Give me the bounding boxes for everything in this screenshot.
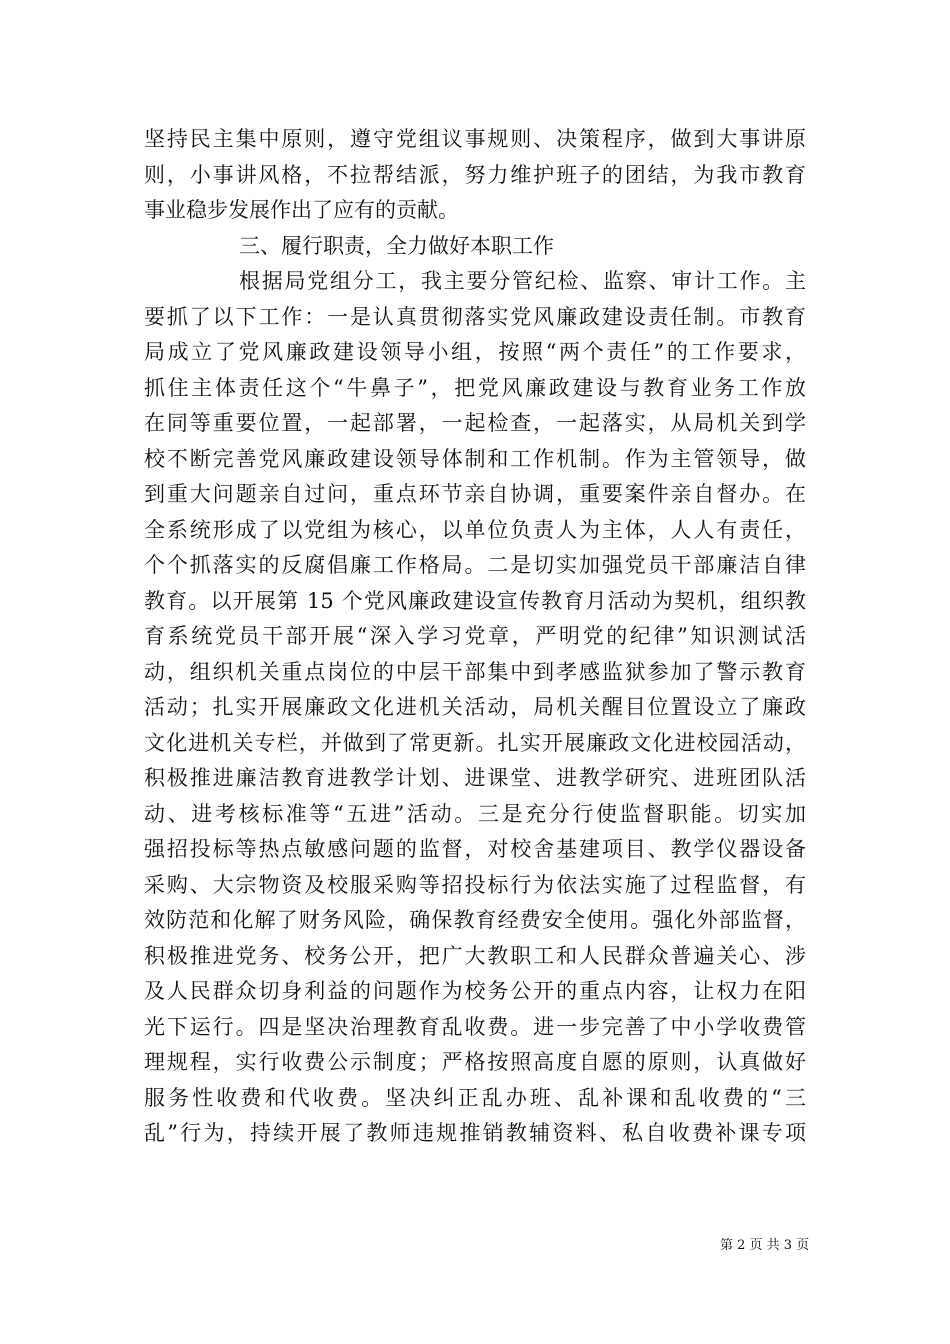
paragraph-line: 局成立了党风廉政建设领导小组，按照“两个责任”的工作要求， xyxy=(144,340,806,364)
paragraph-line: 到重大问题亲自过问，重点环节亲自协调，重要案件亲自督办。在 xyxy=(144,482,806,506)
page-number-footer: 第 2 页 共 3 页 xyxy=(720,1238,810,1253)
paragraph-line: 则，小事讲风格，不拉帮结派，努力维护班子的团结，为我市教育 xyxy=(144,162,806,187)
paragraph-line: 动，组织机关重点岗位的中层干部集中到孝感监狱参加了警示教育 xyxy=(144,659,806,684)
paragraph-line: 要抓了以下工作：一是认真贯彻落实党风廉政建设责任制。市教育 xyxy=(144,304,806,329)
paragraph-line: 事业稳步发展作出了应有的贡献。 xyxy=(144,198,459,222)
paragraph-line: 教育。以开展第 15 个党风廉政建设宣传教育月活动为契机，组织教 xyxy=(144,588,806,613)
paragraph-line: 积极推进党务、校务公开，把广大教职工和人民群众普遍关心、涉 xyxy=(144,943,806,968)
paragraph-line: 文化进机关专栏，并做到了常更新。扎实开展廉政文化进校园活动， xyxy=(144,730,806,755)
paragraph-line: 校不断完善党风廉政建设领导体制和工作机制。作为主管领导，做 xyxy=(144,446,806,471)
paragraph-line: 抓住主体责任这个“牛鼻子”，把党风廉政建设与教育业务工作放 xyxy=(144,375,806,400)
paragraph-line: 育系统党员干部开展“深入学习党章，严明党的纪律”知识测试活 xyxy=(144,624,806,648)
paragraph-line: 效防范和化解了财务风险，确保教育经费安全使用。强化外部监督， xyxy=(144,908,806,932)
paragraph-line: 光下运行。四是坚决治理教育乱收费。进一步完善了中小学收费管 xyxy=(144,1014,806,1039)
paragraph-line: 积极推进廉洁教育进教学计划、进课堂、进教学研究、进班团队活 xyxy=(144,766,806,790)
section-heading: 三、履行职责，全力做好本职工作 xyxy=(239,233,554,258)
paragraph-line: 动、进考核标准等“五进”活动。三是充分行使监督职能。切实加 xyxy=(144,801,806,826)
paragraph-line: 坚持民主集中原则，遵守党组议事规则、决策程序，做到大事讲原 xyxy=(144,127,806,151)
paragraph-line: 全系统形成了以党组为核心，以单位负责人为主体，人人有责任， xyxy=(144,517,806,542)
paragraph-line: 理规程，实行收费公示制度；严格按照高度自愿的原则，认真做好 xyxy=(144,1050,806,1074)
paragraph-line: 强招投标等热点敏感问题的监督，对校舍基建项目、教学仪器设备 xyxy=(144,837,806,861)
paragraph-line: 在同等重要位置，一起部署，一起检查，一起落实，从局机关到学 xyxy=(144,411,806,435)
paragraph-line: 活动；扎实开展廉政文化进机关活动，局机关醒目位置设立了廉政 xyxy=(144,695,806,719)
document-body xyxy=(144,122,806,1152)
paragraph-line: 服务性收费和代收费。坚决纠正乱办班、乱补课和乱收费的“三 xyxy=(144,1085,806,1110)
paragraph-line: 采购、大宗物资及校服采购等招投标行为依法实施了过程监督，有 xyxy=(144,872,806,897)
paragraph-line: 及人民群众切身利益的问题作为校务公开的重点内容，让权力在阳 xyxy=(144,979,806,1003)
paragraph-line: 个个抓落实的反腐倡廉工作格局。二是切实加强党员干部廉洁自律 xyxy=(144,553,806,577)
paragraph-line: 乱”行为，持续开展了教师违规推销教辅资料、私自收费补课专项 xyxy=(144,1121,806,1145)
paragraph-line: 根据局党组分工，我主要分管纪检、监察、审计工作。主 xyxy=(239,269,806,293)
